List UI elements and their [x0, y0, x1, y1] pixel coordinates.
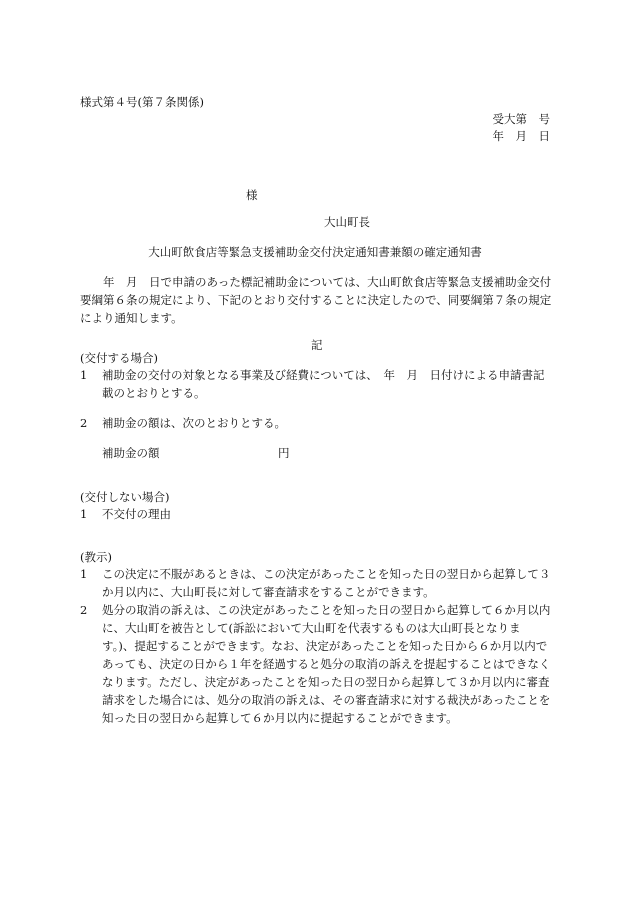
- grant-item-2-text: 補助金の額は、次のとおりとする。: [102, 416, 286, 430]
- grant-section-heading: (交付する場合): [80, 351, 158, 365]
- intro-paragraph: 年 月 日で申請のあった標記補助金については、大山町飲食店等緊急支援補助金交付要綱第６条の規定により、下記のとおり交付することに決定したので、同要綱第７条の規定により通知します。: [80, 275, 552, 325]
- no-grant-item-1-number: 1: [80, 507, 88, 521]
- reference-block: [493, 110, 551, 144]
- instruction-item-1-number: 1: [80, 567, 88, 581]
- grant-item-1-text: 補助金の交付の対象となる事業及び経費については、 年 月 日付けによる申請書記載のとおりとする。: [102, 368, 545, 400]
- grant-item-2: [80, 414, 552, 432]
- instruction-item-2: [80, 601, 552, 727]
- issue-date: 年 月 日: [492, 129, 550, 143]
- document-title: 大山町飲食店等緊急支援補助金交付決定通知書兼額の確定通知書: [148, 245, 482, 259]
- instruction-item-1-text: この決定に不服があるときは、この決定があったことを知った日の翌日から起算して３か月以内に、大山町長に対して審査請求をすることができます。: [102, 567, 551, 599]
- no-grant-item-1-text: 不交付の理由: [102, 507, 171, 521]
- amount-label: 補助金の額: [102, 446, 160, 460]
- instruction-item-1: [80, 565, 552, 601]
- grant-item-1: [80, 366, 552, 402]
- instruction-item-2-number: 2: [80, 603, 88, 617]
- no-grant-item-1: [80, 505, 552, 523]
- instruction-item-2-text: 処分の取消の訴えは、この決定があったことを知った日の翌日から起算して６か月以内に、大山町を被告として(訴訟において大山町を代表するものは大山町長となります。)、提起することができます。なお、決定があったことを知った日から６か月以内であっても、決定の日から１年を経過すると処分の取消の訴えを提起することはできなくなります。ただし、決定があったことを知った日の翌日から起算して３か月以内に審査請求をした場合には、処分の取消の訴えは、その審査請求に対する裁決があったことを知った日の翌日から起算して６か月以内に提起することができます。: [102, 603, 551, 725]
- no-grant-section-heading: (交付しない場合): [80, 490, 170, 504]
- issuer-name: 大山町長: [324, 215, 370, 229]
- form-number: 様式第４号(第７条関係): [80, 95, 204, 109]
- reference-number: 受大第 号: [492, 112, 550, 126]
- recipient-honorific: 様: [246, 188, 258, 202]
- ki-marker: 記: [311, 338, 323, 352]
- instruction-section-heading: (教示): [80, 550, 112, 564]
- amount-unit: 円: [278, 446, 290, 460]
- grant-item-2-number: 2: [80, 416, 88, 430]
- grant-item-1-number: 1: [80, 368, 88, 382]
